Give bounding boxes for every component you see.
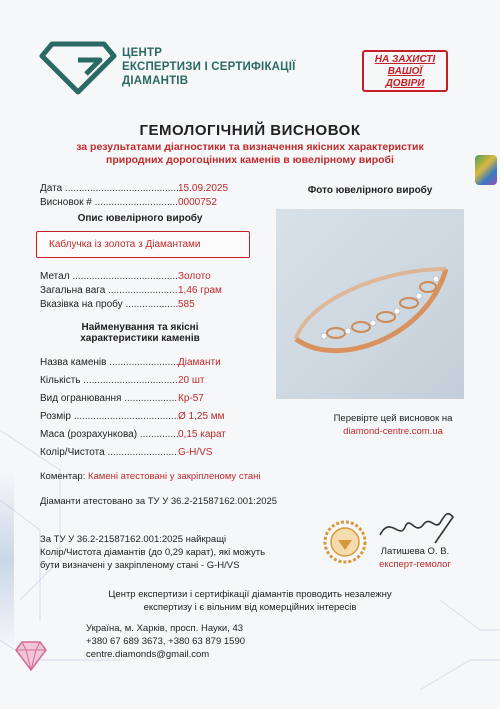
prop-value: 585 — [178, 299, 195, 310]
org-name-line3: ДІАМАНТІВ — [122, 75, 189, 87]
footer-email[interactable]: centre.diamonds@gmail.com — [86, 649, 210, 660]
stone-row — [40, 411, 270, 422]
standard-line3: бути визначені у закріпленому стані - G-H/VS — [40, 560, 240, 571]
stone-value: Кр-57 — [178, 393, 204, 404]
subtitle-line1: за результатами діагностики та визначення якісних характеристик — [76, 141, 424, 153]
prop-label: Загальна вага ..... — [40, 285, 178, 296]
footer-line1: Центр експертизи і сертифікації діамантів проводить незалежну — [108, 589, 392, 600]
stone-label: Назва каменів ..... — [40, 357, 178, 368]
stone-row — [40, 393, 270, 404]
expert-name: Латишева О. В. — [380, 546, 450, 557]
item-name-box: Каблучка із золота з Діамантами — [36, 231, 250, 258]
expert-role: експерт-гемолог — [379, 559, 451, 570]
footer-address: Україна, м. Харків, просп. Науки, 43 — [86, 623, 244, 634]
page-title: ГЕМОЛОГІЧНИЙ ВИСНОВОК — [139, 122, 361, 139]
gem-decoration-icon — [14, 640, 48, 672]
stone-value: Ø 1,25 мм — [178, 411, 225, 422]
number-label: Висновок # ..... — [40, 197, 178, 208]
left-glow-bar — [0, 470, 14, 650]
description-heading: Опис ювелірного виробу — [77, 213, 203, 224]
footer-phones[interactable]: +380 67 689 3673, +380 63 879 1590 — [86, 636, 246, 647]
ring-image — [276, 209, 464, 399]
number-row — [40, 197, 270, 208]
stone-row — [40, 429, 270, 440]
stone-label: Вид огранювання ..... — [40, 393, 178, 404]
standard-note — [40, 533, 320, 572]
stone-value: 20 шт — [178, 375, 205, 386]
hologram-sticker — [475, 155, 497, 185]
prop-label: Вказівка на пробу ..... — [40, 299, 178, 310]
org-name-line1: ЦЕНТР — [122, 47, 163, 59]
comment-text: Камені атестовані у закріпленому стані — [87, 471, 261, 482]
stamp-line3: ДОВІРИ — [385, 78, 425, 89]
org-name-line2: ЕКСПЕРТИЗИ І СЕРТИФІКАЦІЇ — [122, 61, 296, 73]
footer-line2: експертизу і є вільним від комерційних інтересів — [143, 602, 357, 613]
stamp-line1: НА ЗАХИСТІ — [374, 54, 436, 65]
number-value: 0000752 — [178, 197, 217, 208]
stone-label: Маса (розрахункова) ..... — [40, 429, 178, 440]
org-name — [122, 46, 296, 88]
stones-heading — [40, 322, 240, 344]
subtitle-line2: природних дорогоцінних каменів в ювелірному виробі — [106, 154, 394, 166]
stones-heading-line1: Найменування та якісні — [81, 322, 199, 333]
standard-line1: За ТУ У 36.2-21587162.001:2025 найкращі — [40, 534, 227, 545]
comment-row — [40, 470, 460, 483]
stone-value: Діаманти — [178, 357, 221, 368]
stone-value: 0,15 карат — [178, 429, 226, 440]
footer-disclaimer — [60, 588, 440, 614]
ring-photo — [276, 209, 464, 399]
page-subtitle — [30, 141, 470, 167]
diamond-logo-icon — [38, 40, 118, 96]
trust-stamp — [362, 50, 448, 92]
stone-row — [40, 375, 270, 386]
photo-label: Фото ювелірного виробу — [307, 185, 433, 196]
stone-row — [40, 447, 270, 458]
verify-link[interactable]: diamond-centre.com.ua — [343, 426, 443, 437]
prop-value: 1,46 грам — [178, 285, 222, 296]
expert-signature — [375, 505, 465, 547]
date-value: 15.09.2025 — [178, 183, 229, 194]
stone-label: Кількість ..... — [40, 375, 178, 386]
verify-note — [300, 412, 486, 438]
footer-contacts — [86, 622, 386, 661]
prop-label: Метал ..... — [40, 271, 178, 282]
date-label: Дата ..... — [40, 183, 178, 194]
certified-note: Діаманти атестовано за ТУ У 36.2-21587162.001:2025 — [40, 496, 278, 507]
prop-row — [40, 285, 270, 296]
verify-line1: Перевірте цей висновок на — [333, 413, 453, 424]
expert-block — [360, 545, 470, 571]
stone-row — [40, 357, 270, 368]
date-row — [40, 183, 270, 194]
prop-row — [40, 299, 270, 310]
stamp-line2: ВАШОЇ — [387, 66, 423, 77]
stone-value: G-H/VS — [178, 447, 213, 458]
standard-line2: Колір/Чистота діамантів (до 0,29 карат), які можуть — [40, 547, 266, 558]
stone-label: Колір/Чистота ..... — [40, 447, 178, 458]
prop-value: Золото — [178, 271, 211, 282]
prop-row — [40, 271, 270, 282]
stone-label: Розмір ..... — [40, 411, 178, 422]
comment-label: Коментар: — [40, 471, 86, 482]
stones-heading-line2: характеристики каменів — [80, 333, 200, 344]
